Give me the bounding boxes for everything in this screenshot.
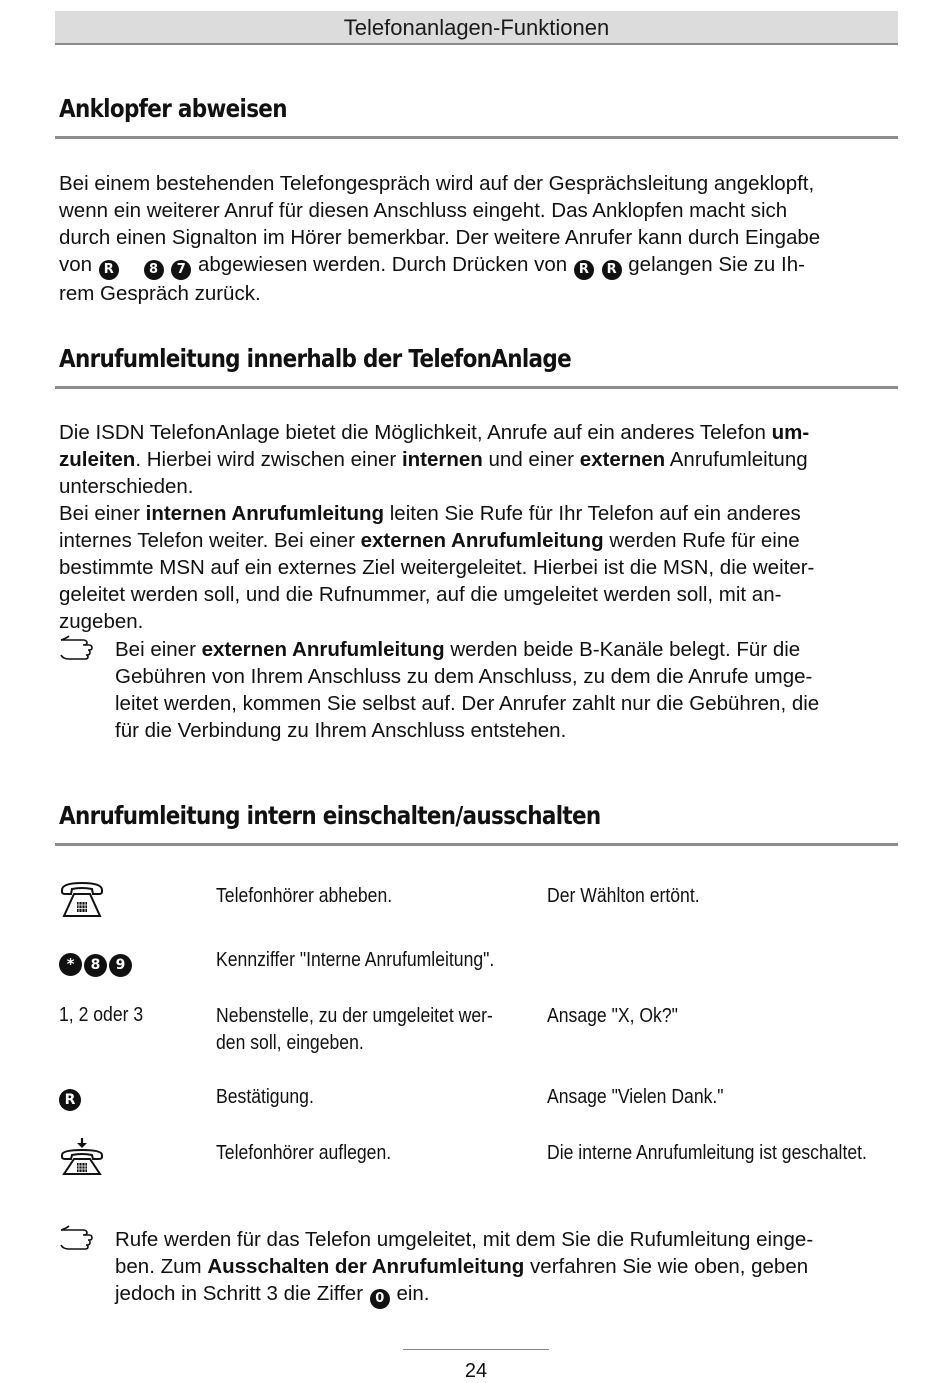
text-line [115, 1280, 905, 1309]
text-line [59, 527, 899, 554]
step3-input: 1, 2 oder 3 [59, 1004, 144, 1026]
section-divider [55, 136, 898, 139]
text-fragment: gelangen Sie zu Ih- [628, 253, 805, 276]
key-r-icon: R [602, 260, 622, 280]
text-fragment: verfahren Sie wie oben, geben [530, 1255, 809, 1278]
step1-action: Telefonhörer abheben. [216, 885, 393, 907]
text-fragment: internes Telefon weiter. Bei einer [59, 529, 355, 552]
text-line [59, 251, 899, 280]
key-8-icon: 8 [84, 954, 107, 977]
text-line: geleitet werden soll, und die Rufnummer, auf die umgeleitet werden soll, mit an- [59, 583, 782, 606]
step4-action: Bestätigung. [216, 1086, 314, 1108]
text-line: unterschieden. [59, 475, 194, 498]
note-text [115, 636, 905, 744]
key-r-icon: R [59, 1089, 81, 1111]
step3-result: Ansage "X, Ok?" [547, 1005, 678, 1027]
text-line [59, 446, 899, 473]
text-fragment: Die ISDN TelefonAnlage bietet die Möglichkeit, Anrufe auf ein anderes Telefon [59, 421, 766, 444]
text-fragment: werden beide B-Kanäle belegt. Für die [450, 638, 801, 661]
page-number: 24 [464, 1360, 488, 1382]
text-fragment: abgewiesen werden. Durch Drücken von [197, 253, 568, 276]
text-line: zugeben. [59, 610, 144, 633]
text-fragment: von [59, 253, 93, 276]
step4-key [58, 1089, 82, 1111]
step5-action: Telefonhörer auflegen. [216, 1142, 392, 1164]
text-fragment: ben. Zum [115, 1255, 202, 1278]
pointing-hand-icon [59, 1224, 99, 1250]
section-divider [55, 843, 898, 846]
phone-hang-up-icon [58, 1138, 106, 1176]
bold-fragment: internen Anrufumleitung [145, 502, 385, 525]
text-line [115, 1253, 905, 1280]
text-line: Rufe werden für das Telefon umgeleitet, mit dem Sie die Rufumleitung einge- [115, 1228, 814, 1251]
text-fragment: Anrufumleitung [669, 448, 808, 471]
text-fragment: jedoch in Schritt 3 die Ziffer [115, 1282, 364, 1305]
bold-fragment: externen Anrufumleitung [360, 529, 604, 552]
text-line: für die Verbindung zu Ihrem Anschluss entstehen. [115, 719, 567, 742]
text-line: rem Gespräch zurück. [59, 282, 261, 305]
text-line [59, 419, 899, 446]
text-fragment: . Hierbei wird zwischen einer [135, 448, 397, 471]
section-heading-intern-schalten: Anrufumleitung intern einschalten/ausschalten [59, 801, 601, 830]
text-line: bestimmte MSN auf ein externes Ziel weitergeleitet. Hierbei ist die MSN, die weiter- [59, 556, 815, 579]
bold-fragment: zuleiten [59, 448, 136, 471]
section-heading-anrufumleitung: Anrufumleitung innerhalb der TelefonAnlage [59, 344, 571, 373]
phone-lift-handset-icon [58, 880, 106, 920]
text-fragment: Bei einer [59, 502, 140, 525]
key-8-icon: 8 [144, 260, 164, 280]
paragraph-anrufumleitung [59, 419, 899, 635]
section-divider [55, 386, 898, 389]
note-text [115, 1226, 905, 1309]
text-line [115, 636, 905, 663]
text-fragment: und einer [488, 448, 574, 471]
text-line: Gebühren von Ihrem Anschluss zu dem Anschluss, zu dem die Anrufe umge- [115, 665, 813, 688]
step2-keys [58, 953, 133, 977]
paragraph-anklopfer [59, 170, 899, 307]
text-line: Bei einem bestehenden Telefongespräch wird auf der Gesprächsleitung angeklopft, [59, 172, 815, 195]
section-heading-anklopfer: Anklopfer abweisen [59, 94, 287, 123]
key-0-icon: 0 [370, 1289, 390, 1309]
text-line: wenn ein weiterer Anruf für diesen Anschluss eingeht. Das Anklopfen macht sich [59, 199, 788, 222]
key-r-icon: R [99, 260, 119, 280]
step3-action [216, 1003, 493, 1057]
bold-fragment: Ausschalten der Anrufumleitung [207, 1255, 525, 1278]
pointing-hand-icon [59, 634, 99, 660]
text-fragment: Bei einer [115, 638, 196, 661]
text-line: leitet werden, kommen Sie selbst auf. Der Anrufer zahlt nur die Gebühren, die [115, 692, 820, 715]
text-fragment: leiten Sie Rufe für Ihr Telefon auf ein anderes [389, 502, 801, 525]
text-fragment: werden Rufe für eine [609, 529, 800, 552]
key-star-icon: * [59, 953, 82, 976]
bold-fragment: externen [579, 448, 666, 471]
text-line [59, 500, 899, 527]
step4-result: Ansage "Vielen Dank." [547, 1086, 724, 1108]
key-7-icon: 7 [171, 260, 191, 280]
step5-result: Die interne Anrufumleitung ist geschaltet. [547, 1142, 867, 1164]
step1-result: Der Wählton ertönt. [547, 885, 700, 907]
text-line: den soll, eingeben. [216, 1032, 364, 1054]
key-r-icon: R [574, 260, 594, 280]
text-line: Nebenstelle, zu der umgeleitet wer- [216, 1005, 493, 1027]
bold-fragment: um- [771, 421, 810, 444]
text-fragment: ein. [396, 1282, 430, 1305]
footer-divider [403, 1349, 549, 1350]
text-line: durch einen Signalton im Hörer bemerkbar. Der weitere Anrufer kann durch Eingabe [59, 226, 821, 249]
key-9-icon: 9 [109, 954, 132, 977]
bold-fragment: externen Anrufumleitung [201, 638, 445, 661]
step2-action: Kennziffer "Interne Anrufumleitung". [216, 949, 495, 971]
page-header: Telefonanlagen-Funktionen [55, 11, 898, 45]
bold-fragment: internen [401, 448, 483, 471]
